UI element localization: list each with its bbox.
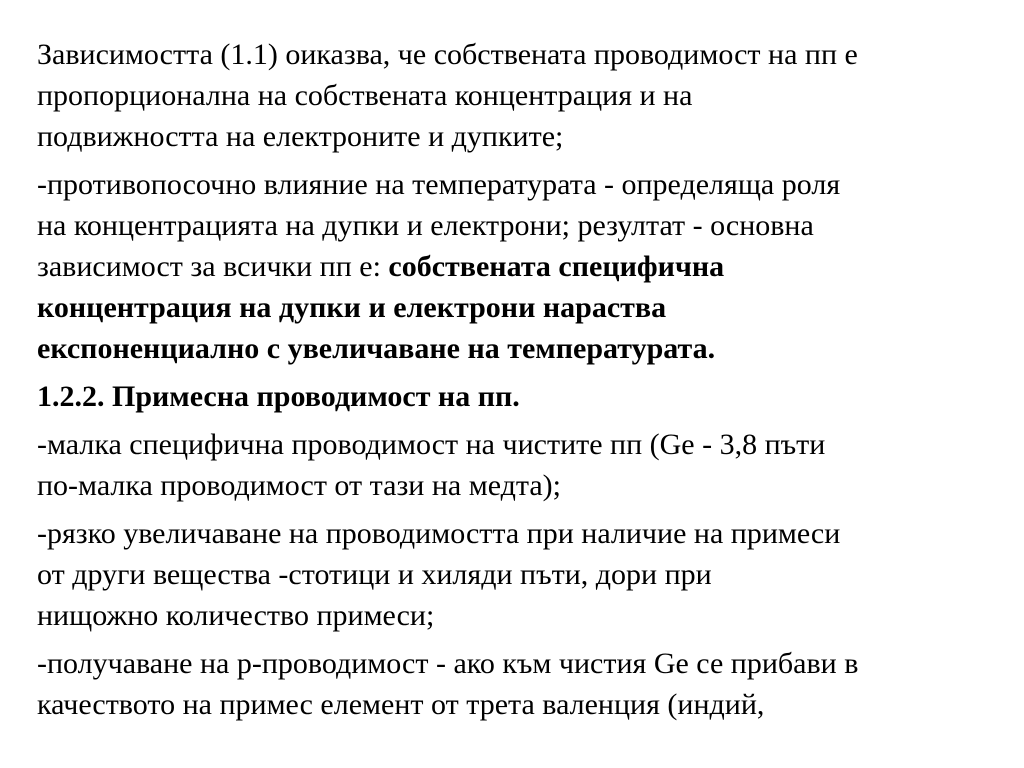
bold-text-line bbox=[37, 287, 997, 328]
text-line: -рязко увеличаване на проводимостта при наличие на примеси bbox=[37, 517, 841, 550]
slide-text-body bbox=[37, 34, 997, 732]
text-line: подвижността на електроните и дупките; bbox=[37, 120, 564, 153]
paragraph-dependence bbox=[37, 34, 997, 157]
text-line: -малка специфична проводимост на чистите пп (Ge - 3,8 пъти bbox=[37, 428, 826, 461]
text-run: зависимост за всички пп е: bbox=[37, 250, 389, 283]
paragraph-p-conductivity bbox=[37, 643, 997, 725]
paragraph-impurity-increase bbox=[37, 513, 997, 636]
section-heading bbox=[37, 376, 997, 417]
text-line: Зависимостта (1.1) оиказва, че собствената проводимост на пп е bbox=[37, 38, 858, 71]
bold-text-run: собствената специфична bbox=[388, 250, 725, 283]
paragraph-pure-conductivity bbox=[37, 424, 997, 506]
paragraph-temperature-influence bbox=[37, 164, 997, 369]
heading-text: 1.2.2. Примесна проводимост на пп. bbox=[37, 380, 520, 413]
text-line: пропорционална на собствената концентрация и на bbox=[37, 79, 693, 112]
text-line: нищожно количество примеси; bbox=[37, 599, 435, 632]
text-line: по-малка проводимост от тази на медта); bbox=[37, 469, 562, 502]
bold-text-line bbox=[37, 328, 997, 369]
bold-text-run: експоненциално с увеличаване на температурата. bbox=[37, 332, 716, 365]
text-line: от други вещества -стотици и хиляди пъти, дори при bbox=[37, 558, 712, 591]
text-line: на концентрацията на дупки и електрони; резултат - основна bbox=[37, 209, 814, 242]
text-line-mixed bbox=[37, 246, 997, 287]
text-line: -получаване на p-проводимост - ако към чистия Ge се прибави в bbox=[37, 647, 859, 680]
text-line: качеството на примес елемент от трета валенция (индий, bbox=[37, 688, 765, 721]
bold-text-run: концентрация на дупки и електрони нараства bbox=[37, 291, 667, 324]
text-line: -противопосочно влияние на температурата - определяща роля bbox=[37, 168, 841, 201]
